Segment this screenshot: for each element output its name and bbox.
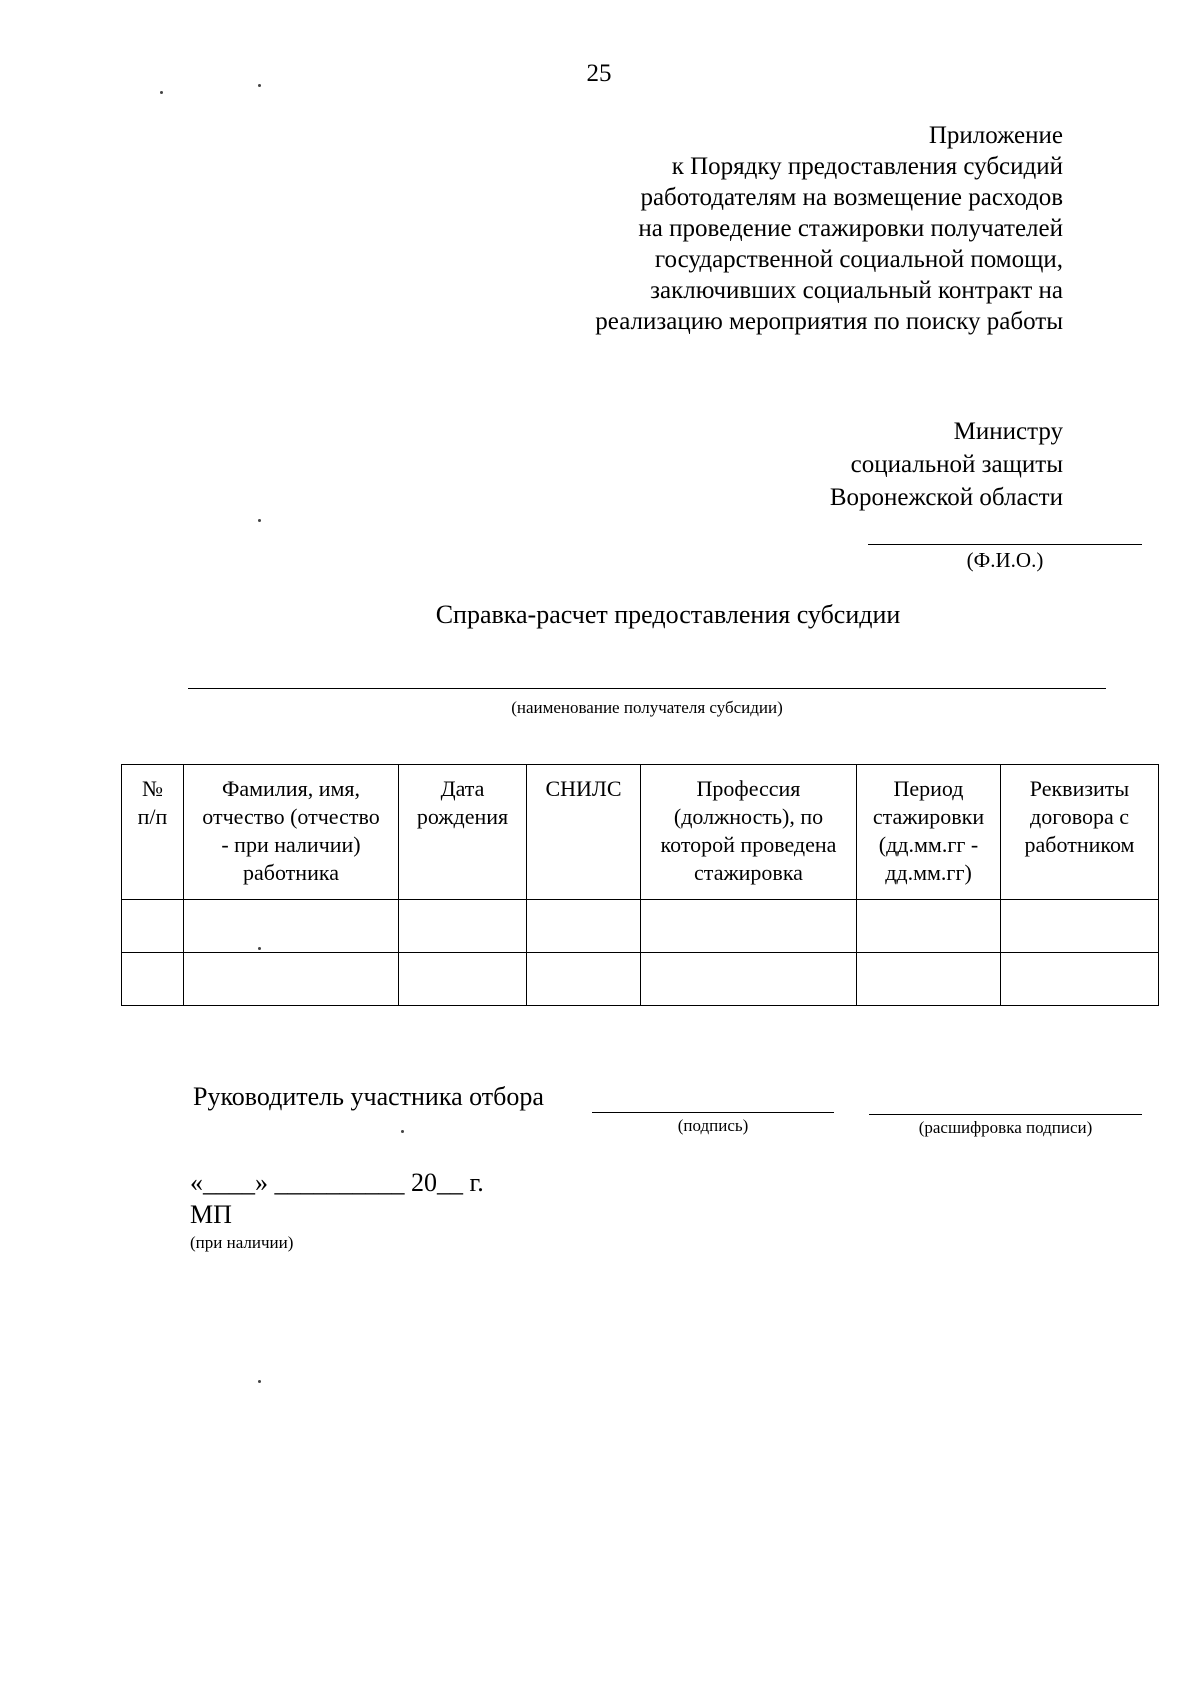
page-number: 25 — [586, 60, 612, 87]
addressee-line: Воронежской области — [829, 484, 1063, 511]
signatory-role: Руководитель участника отбора — [193, 1082, 544, 1111]
table-cell[interactable] — [184, 953, 399, 1006]
stamp-note: (при наличии) — [190, 1233, 294, 1252]
signature-fill-line[interactable] — [592, 1112, 834, 1113]
signature-decode-caption: (расшифровка подписи) — [918, 1118, 1093, 1137]
header-label: СНИЛС — [545, 776, 622, 801]
table-row — [122, 953, 1159, 1006]
header-label: Реквизиты договора с работником — [1024, 776, 1135, 857]
appendix-line: Приложение — [928, 122, 1063, 149]
recipient-caption: (наименование получателя субсидии) — [511, 698, 783, 717]
table-cell[interactable] — [527, 953, 641, 1006]
appendix-line: реализацию мероприятия по поиску работы — [595, 308, 1063, 335]
header-profession — [641, 765, 857, 900]
addressee-line: Министру — [953, 418, 1063, 445]
table-cell[interactable] — [1001, 953, 1159, 1006]
header-snils — [527, 765, 641, 900]
scan-speck — [160, 91, 163, 94]
scan-speck — [401, 1130, 404, 1133]
appendix-line: государственной социальной помощи, — [654, 246, 1063, 273]
header-label: Профессия (должность), по которой проведена стажировка — [660, 776, 837, 885]
header-label: Фамилия, имя, отчество (отчество - при наличии) работника — [202, 776, 380, 885]
table-cell[interactable] — [399, 900, 527, 953]
fio-caption: (Ф.И.О.) — [966, 548, 1044, 572]
header-label: Период стажировки (дд.мм.гг - дд.мм.гг) — [872, 776, 985, 885]
scan-speck — [258, 1380, 261, 1383]
table-cell[interactable] — [527, 900, 641, 953]
appendix-line: работодателям на возмещение расходов — [640, 184, 1063, 211]
table-row — [122, 900, 1159, 953]
header-birth-date — [399, 765, 527, 900]
date-fill-line[interactable]: «____» __________ 20__ г. — [190, 1168, 484, 1197]
header-label: Дата рождения — [416, 776, 509, 829]
table-cell[interactable] — [122, 900, 184, 953]
table-cell[interactable] — [641, 900, 857, 953]
table-cell[interactable] — [857, 900, 1001, 953]
appendix-line: заключивших социальный контракт на — [650, 277, 1063, 304]
trainee-table — [121, 764, 1159, 1006]
addressee-block — [663, 415, 1063, 514]
addressee-line: социальной защиты — [850, 451, 1063, 478]
header-full-name — [184, 765, 399, 900]
header-internship-period — [857, 765, 1001, 900]
table-cell[interactable] — [399, 953, 527, 1006]
table-cell[interactable] — [641, 953, 857, 1006]
document-title: Справка-расчет предоставления субсидии — [435, 600, 901, 629]
header-contract-details — [1001, 765, 1159, 900]
signature-decode-fill-line[interactable] — [869, 1114, 1142, 1115]
table-cell[interactable] — [1001, 900, 1159, 953]
table-cell[interactable] — [857, 953, 1001, 1006]
table-header-row — [122, 765, 1159, 900]
scan-speck — [258, 519, 261, 522]
header-label: № п/п — [137, 776, 168, 829]
header-number — [122, 765, 184, 900]
appendix-heading — [503, 120, 1063, 337]
signature-caption: (подпись) — [677, 1116, 749, 1135]
table-cell[interactable] — [184, 900, 399, 953]
table-cell[interactable] — [122, 953, 184, 1006]
appendix-line: на проведение стажировки получателей — [638, 215, 1063, 242]
appendix-line: к Порядку предоставления субсидий — [671, 153, 1063, 180]
stamp-label: МП — [190, 1200, 232, 1229]
fio-fill-line[interactable] — [868, 544, 1142, 545]
recipient-name-fill-line[interactable] — [188, 688, 1106, 689]
